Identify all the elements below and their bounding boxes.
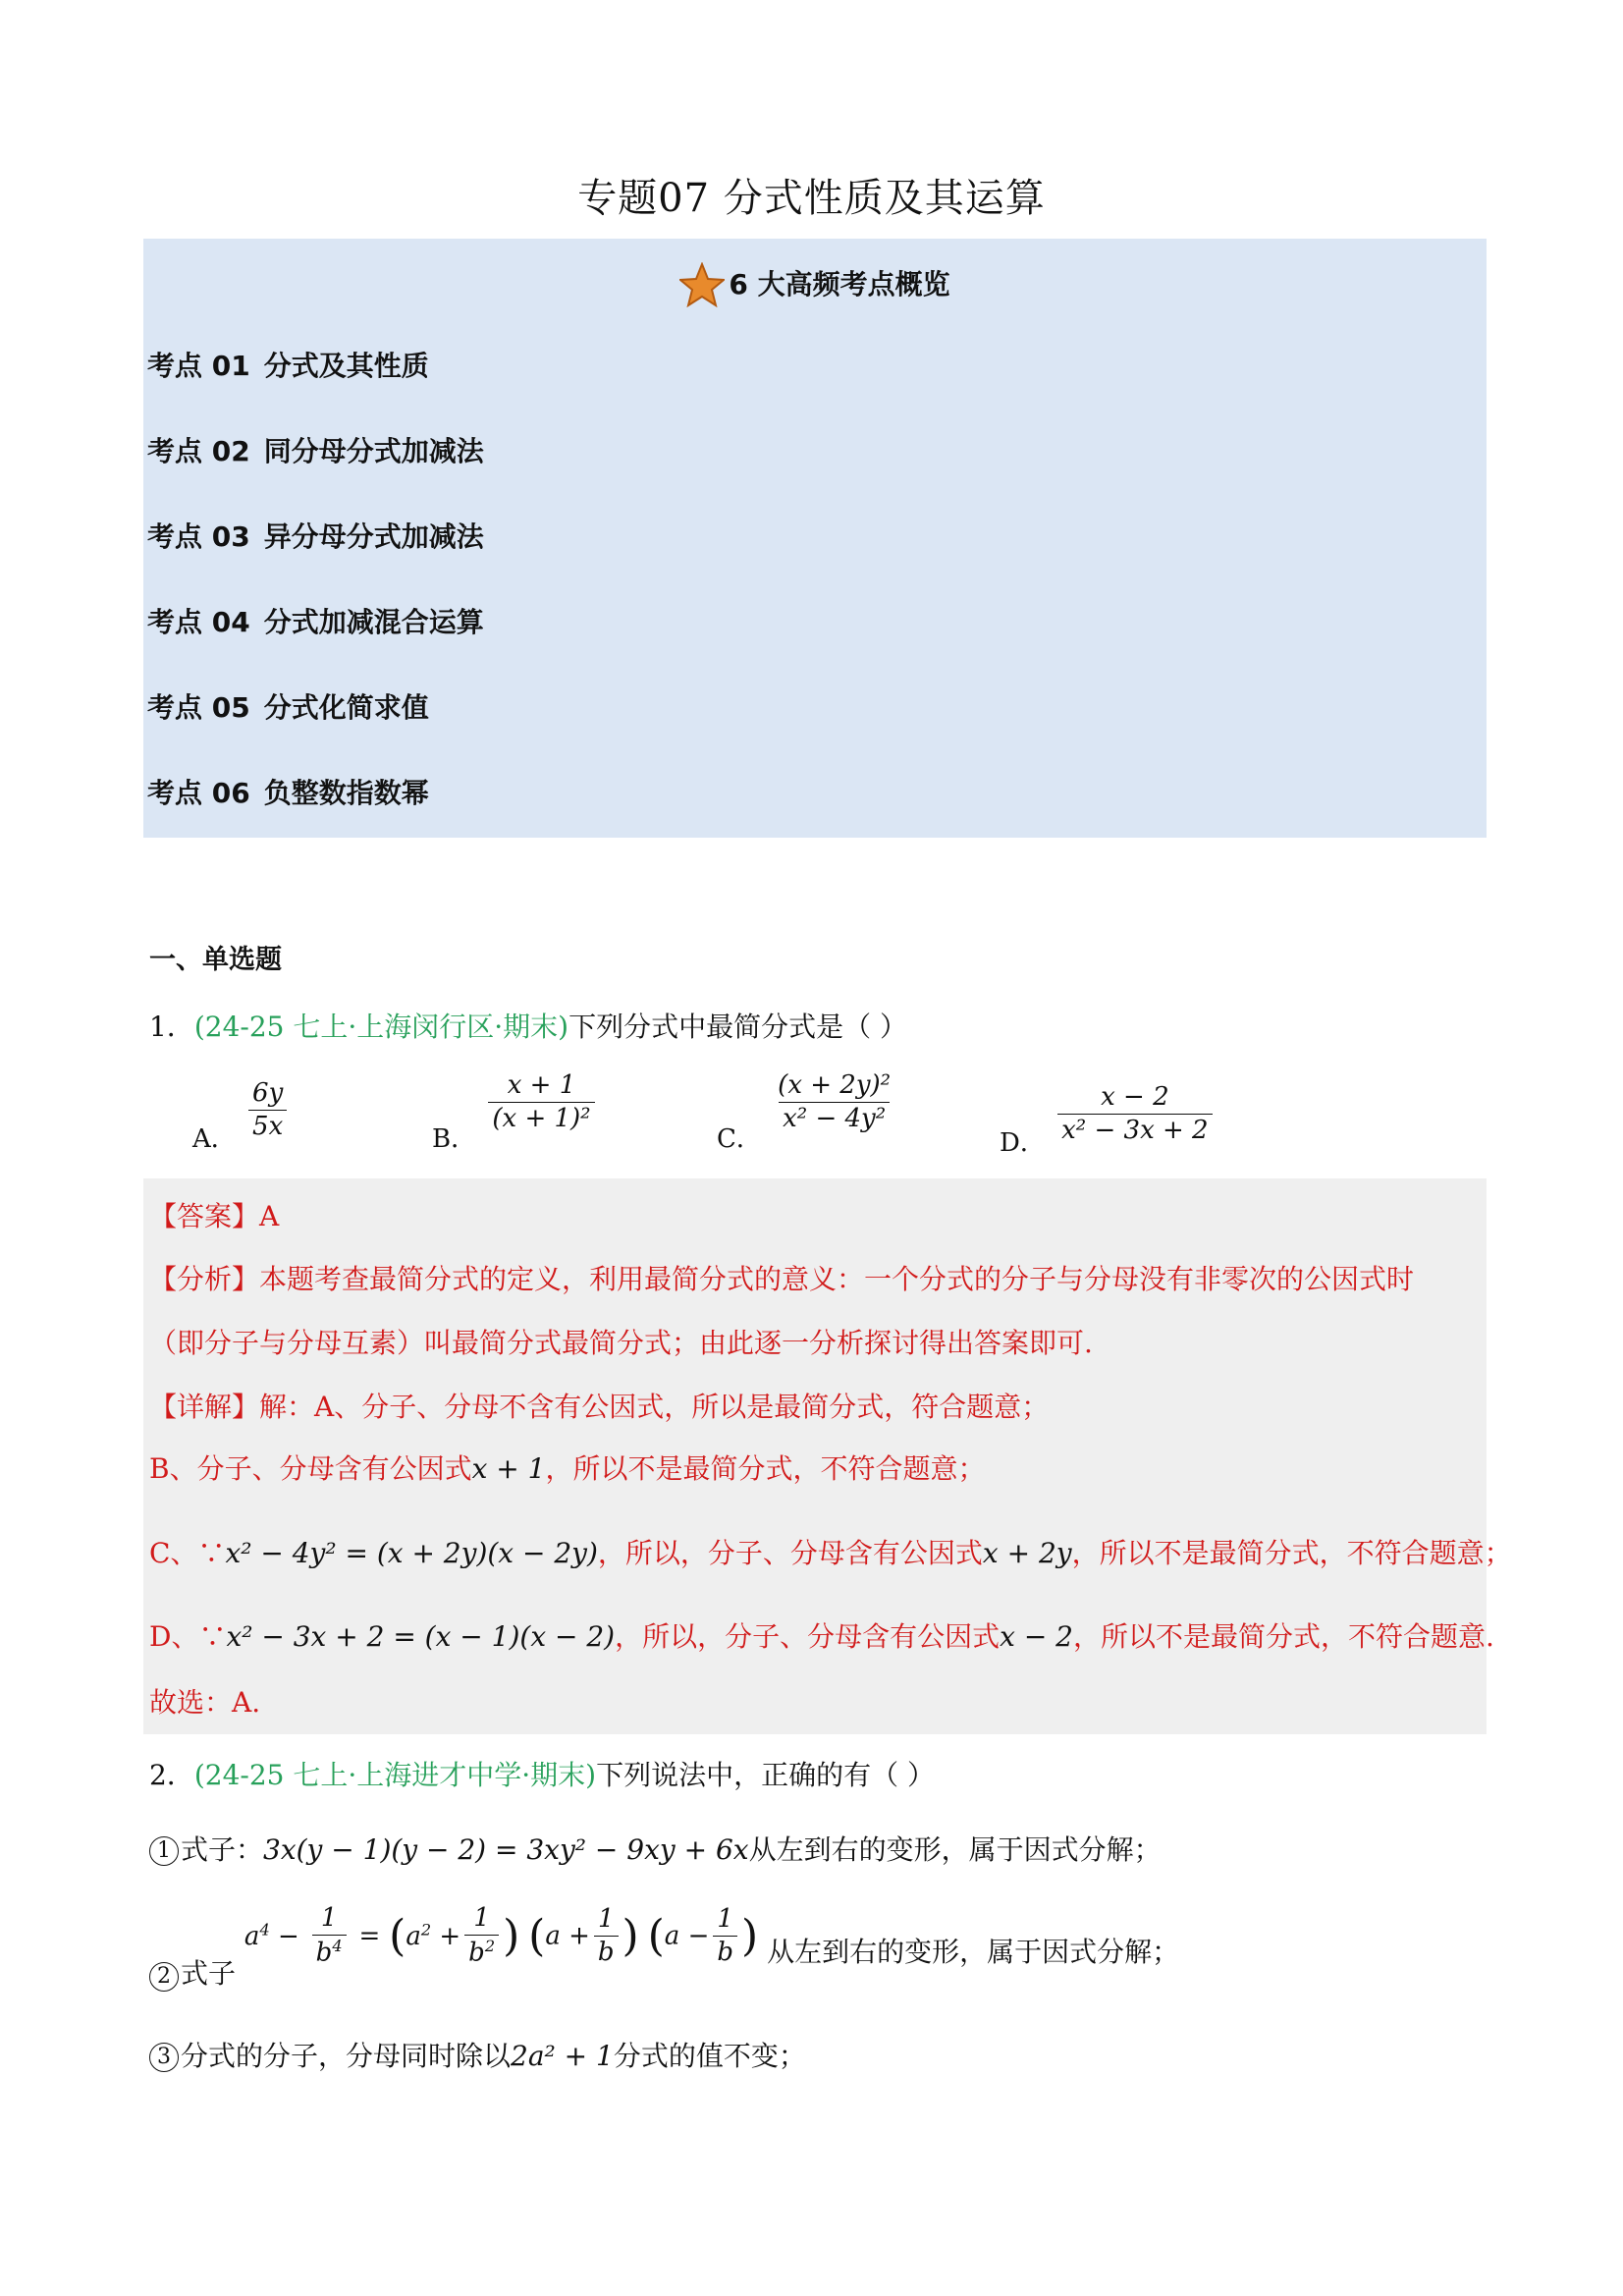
detail-line-3: C、∵x² − 4y² = (x + 2y)(x − 2y)，所以，分子、分母含有公因式x + 2y，所以不是最简分式，不符合题意； — [149, 1537, 1512, 1569]
analysis-line-1: 【分析】本题考查最简分式的定义，利用最简分式的意义：一个分式的分子与分母没有非零次的公因式时 — [149, 1263, 1415, 1295]
star-icon — [679, 262, 725, 307]
analysis-line-2: （即分子与分母互素）叫最简分式最简分式；由此逐一分析探讨得出答案即可. — [149, 1327, 1093, 1359]
kaodian-03: 考点 03 异分母分式加减法 — [147, 520, 484, 553]
question-1-stem: 1．(24-25 七上·上海闵行区·期末)下列分式中最简分式是（ ） — [149, 1011, 908, 1043]
statement-2: 2 式子 $a^4$ − $\frac{1}{b^4}$ = ($a^2$ + $\frac{1}{b^2}$ ) (a + $\frac{1}{b}$ ) (a − $\frac{1}{b}$ ) 从左到右的变形，属于因式分解； — [149, 1905, 1179, 1992]
page-title: 专题07 分式性质及其运算 — [577, 176, 1046, 221]
overview-box — [143, 239, 1487, 838]
question-1-source: (24-25 七上·上海闵行区·期末) — [193, 1011, 569, 1043]
kaodian-02: 考点 02 同分母分式加减法 — [147, 435, 484, 467]
answer-line: 【答案】A — [149, 1200, 280, 1232]
overview-heading — [143, 262, 1487, 307]
option-c: C． $\frac{\text{(x + 2y)²}}{\text{x² − 4y²}}$ — [717, 1070, 892, 1154]
kaodian-06: 考点 06 负整数指数幂 — [147, 777, 429, 809]
kaodian-01: 考点 01 分式及其性质 — [147, 350, 429, 382]
statement-3: 3 分式的分子，分母同时除以2a² + 1分式的值不变； — [149, 2035, 806, 2074]
detail-line-1: 【详解】解：A、分子、分母不含有公因式，所以是最简分式，符合题意； — [149, 1391, 1050, 1423]
statement-1: 1 式子：3x(y − 1)(y − 2) = 3xy² − 9xy + 6x从左到右的变形，属于因式分解； — [149, 1829, 1162, 1868]
detail-line-2: B、分子、分母含有公因式x + 1，所以不是最简分式，不符合题意； — [149, 1452, 986, 1485]
option-b: B． $\frac{x + 1}{\text{(x + 1)²}}$ — [432, 1072, 599, 1155]
kaodian-05: 考点 05 分式化简求值 — [147, 691, 429, 724]
conclusion-line: 故选：A. — [149, 1686, 261, 1719]
question-2-stem: 2．(24-25 七上·上海进才中学·期末)下列说法中，正确的有（ ） — [149, 1759, 936, 1791]
option-d: D． $\frac{x - 2}{\text{x² − 3x + 2}}$ — [1000, 1084, 1217, 1159]
detail-line-4: D、∵x² − 3x + 2 = (x − 1)(x − 2)，所以，分子、分母含有公因式x − 2，所以不是最简分式，不符合题意. — [149, 1620, 1494, 1653]
question-2-source: (24-25 七上·上海进才中学·期末) — [193, 1759, 597, 1791]
kaodian-04: 考点 04 分式加减混合运算 — [147, 606, 484, 638]
section-title: 一、单选题 — [149, 945, 282, 975]
overview-heading-text: 6 大高频考点概览 — [729, 268, 950, 301]
option-a: A． $\frac{6y}{5x}$ — [192, 1080, 291, 1155]
